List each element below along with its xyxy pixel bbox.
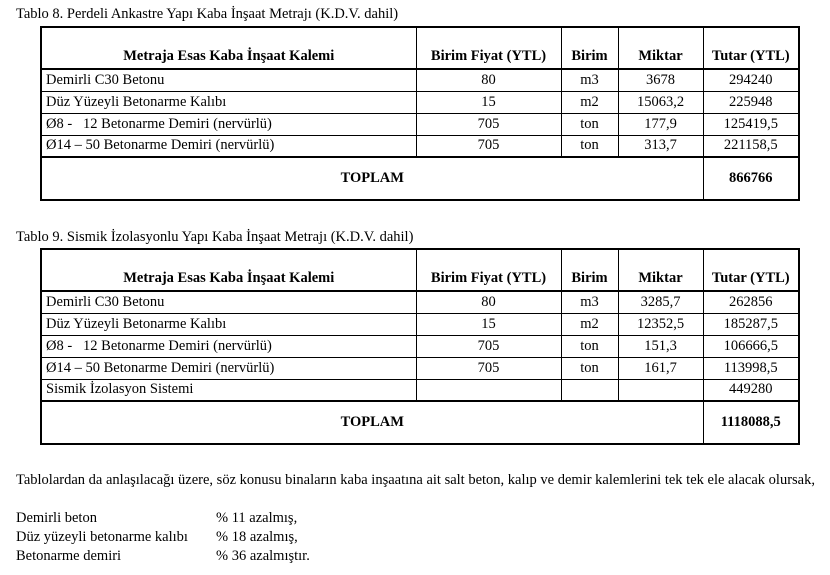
cell-unit-price xyxy=(416,379,561,401)
header-amount: Tutar (YTL) xyxy=(703,249,799,291)
header-unit-price: Birim Fiyat (YTL) xyxy=(416,249,561,291)
result-item: Düz yüzeyli betonarme kalıbı xyxy=(16,529,188,545)
table-8 xyxy=(40,26,800,201)
cell-amount: 106666,5 xyxy=(703,335,799,357)
total-label: TOPLAM xyxy=(41,157,703,200)
cell-unit-price: 705 xyxy=(416,357,561,379)
cell-unit-price: 15 xyxy=(416,91,561,113)
table-row xyxy=(41,69,799,91)
cell-unit-price: 80 xyxy=(416,69,561,91)
table-9 xyxy=(40,248,800,445)
table-row xyxy=(41,135,799,157)
cell-item: Düz Yüzeyli Betonarme Kalıbı xyxy=(41,313,416,335)
cell-unit: ton xyxy=(561,113,618,135)
cell-amount: 294240 xyxy=(703,69,799,91)
cell-quantity: 313,7 xyxy=(618,135,703,157)
table-row xyxy=(41,91,799,113)
result-line xyxy=(16,529,298,546)
table-row xyxy=(41,313,799,335)
cell-unit xyxy=(561,379,618,401)
cell-item: Demirli C30 Betonu xyxy=(41,69,416,91)
cell-unit: ton xyxy=(561,335,618,357)
cell-unit: m2 xyxy=(561,91,618,113)
cell-unit: m3 xyxy=(561,69,618,91)
table-row xyxy=(41,379,799,401)
cell-item: Ø14 – 50 Betonarme Demiri (nervürlü) xyxy=(41,357,416,379)
table-row xyxy=(41,335,799,357)
cell-unit-price: 15 xyxy=(416,313,561,335)
result-change: % 11 azalmış, xyxy=(216,510,298,526)
cell-quantity: 177,9 xyxy=(618,113,703,135)
cell-amount: 113998,5 xyxy=(703,357,799,379)
table-header-row xyxy=(41,27,799,69)
table-header-row xyxy=(41,249,799,291)
cell-quantity: 15063,2 xyxy=(618,91,703,113)
cell-quantity: 3678 xyxy=(618,69,703,91)
result-line xyxy=(16,510,297,527)
header-item: Metraja Esas Kaba İnşaat Kalemi xyxy=(41,27,416,69)
cell-unit: m3 xyxy=(561,291,618,313)
total-value: 1118088,5 xyxy=(703,401,799,444)
cell-item: Ø8 - 12 Betonarme Demiri (nervürlü) xyxy=(41,113,416,135)
result-change: % 18 azalmış, xyxy=(216,529,298,545)
cell-quantity: 151,3 xyxy=(618,335,703,357)
table-row xyxy=(41,357,799,379)
table-9-caption: Tablo 9. Sismik İzolasyonlu Yapı Kaba İnşaat Metrajı (K.D.V. dahil) xyxy=(16,229,414,245)
header-unit-price: Birim Fiyat (YTL) xyxy=(416,27,561,69)
header-unit: Birim xyxy=(561,249,618,291)
cell-amount: 185287,5 xyxy=(703,313,799,335)
table-total-row xyxy=(41,157,799,200)
table-total-row xyxy=(41,401,799,444)
table-8-caption: Tablo 8. Perdeli Ankastre Yapı Kaba İnşaat Metrajı (K.D.V. dahil) xyxy=(16,6,399,22)
header-item: Metraja Esas Kaba İnşaat Kalemi xyxy=(41,249,416,291)
result-item: Betonarme demiri xyxy=(16,548,122,564)
cell-item: Sismik İzolasyon Sistemi xyxy=(41,379,416,401)
total-label: TOPLAM xyxy=(41,401,703,444)
cell-amount: 125419,5 xyxy=(703,113,799,135)
header-quantity: Miktar xyxy=(618,27,703,69)
header-quantity: Miktar xyxy=(618,249,703,291)
cell-amount: 221158,5 xyxy=(703,135,799,157)
result-line xyxy=(16,548,310,565)
cell-unit-price: 80 xyxy=(416,291,561,313)
cell-unit-price: 705 xyxy=(416,335,561,357)
cell-quantity: 12352,5 xyxy=(618,313,703,335)
cell-amount: 262856 xyxy=(703,291,799,313)
cell-item: Ø14 – 50 Betonarme Demiri (nervürlü) xyxy=(41,135,416,157)
cell-amount: 225948 xyxy=(703,91,799,113)
cell-quantity: 3285,7 xyxy=(618,291,703,313)
header-amount: Tutar (YTL) xyxy=(703,27,799,69)
table-row xyxy=(41,113,799,135)
cell-quantity: 161,7 xyxy=(618,357,703,379)
cell-quantity xyxy=(618,379,703,401)
cell-unit: m2 xyxy=(561,313,618,335)
result-item: Demirli beton xyxy=(16,510,97,526)
header-unit: Birim xyxy=(561,27,618,69)
cell-item: Düz Yüzeyli Betonarme Kalıbı xyxy=(41,91,416,113)
cell-item: Ø8 - 12 Betonarme Demiri (nervürlü) xyxy=(41,335,416,357)
summary-paragraph: Tablolardan da anlaşılacağı üzere, söz konusu binaların kaba inşaatına ait salt beton, kalıp ve demir kalemlerini tek tek ele alacak olursak, xyxy=(16,472,815,488)
cell-unit: ton xyxy=(561,135,618,157)
cell-unit-price: 705 xyxy=(416,135,561,157)
table-row xyxy=(41,291,799,313)
cell-item: Demirli C30 Betonu xyxy=(41,291,416,313)
result-change: % 36 azalmıştır. xyxy=(216,548,310,564)
cell-unit-price: 705 xyxy=(416,113,561,135)
total-value: 866766 xyxy=(703,157,799,200)
cell-amount: 449280 xyxy=(703,379,799,401)
cell-unit: ton xyxy=(561,357,618,379)
